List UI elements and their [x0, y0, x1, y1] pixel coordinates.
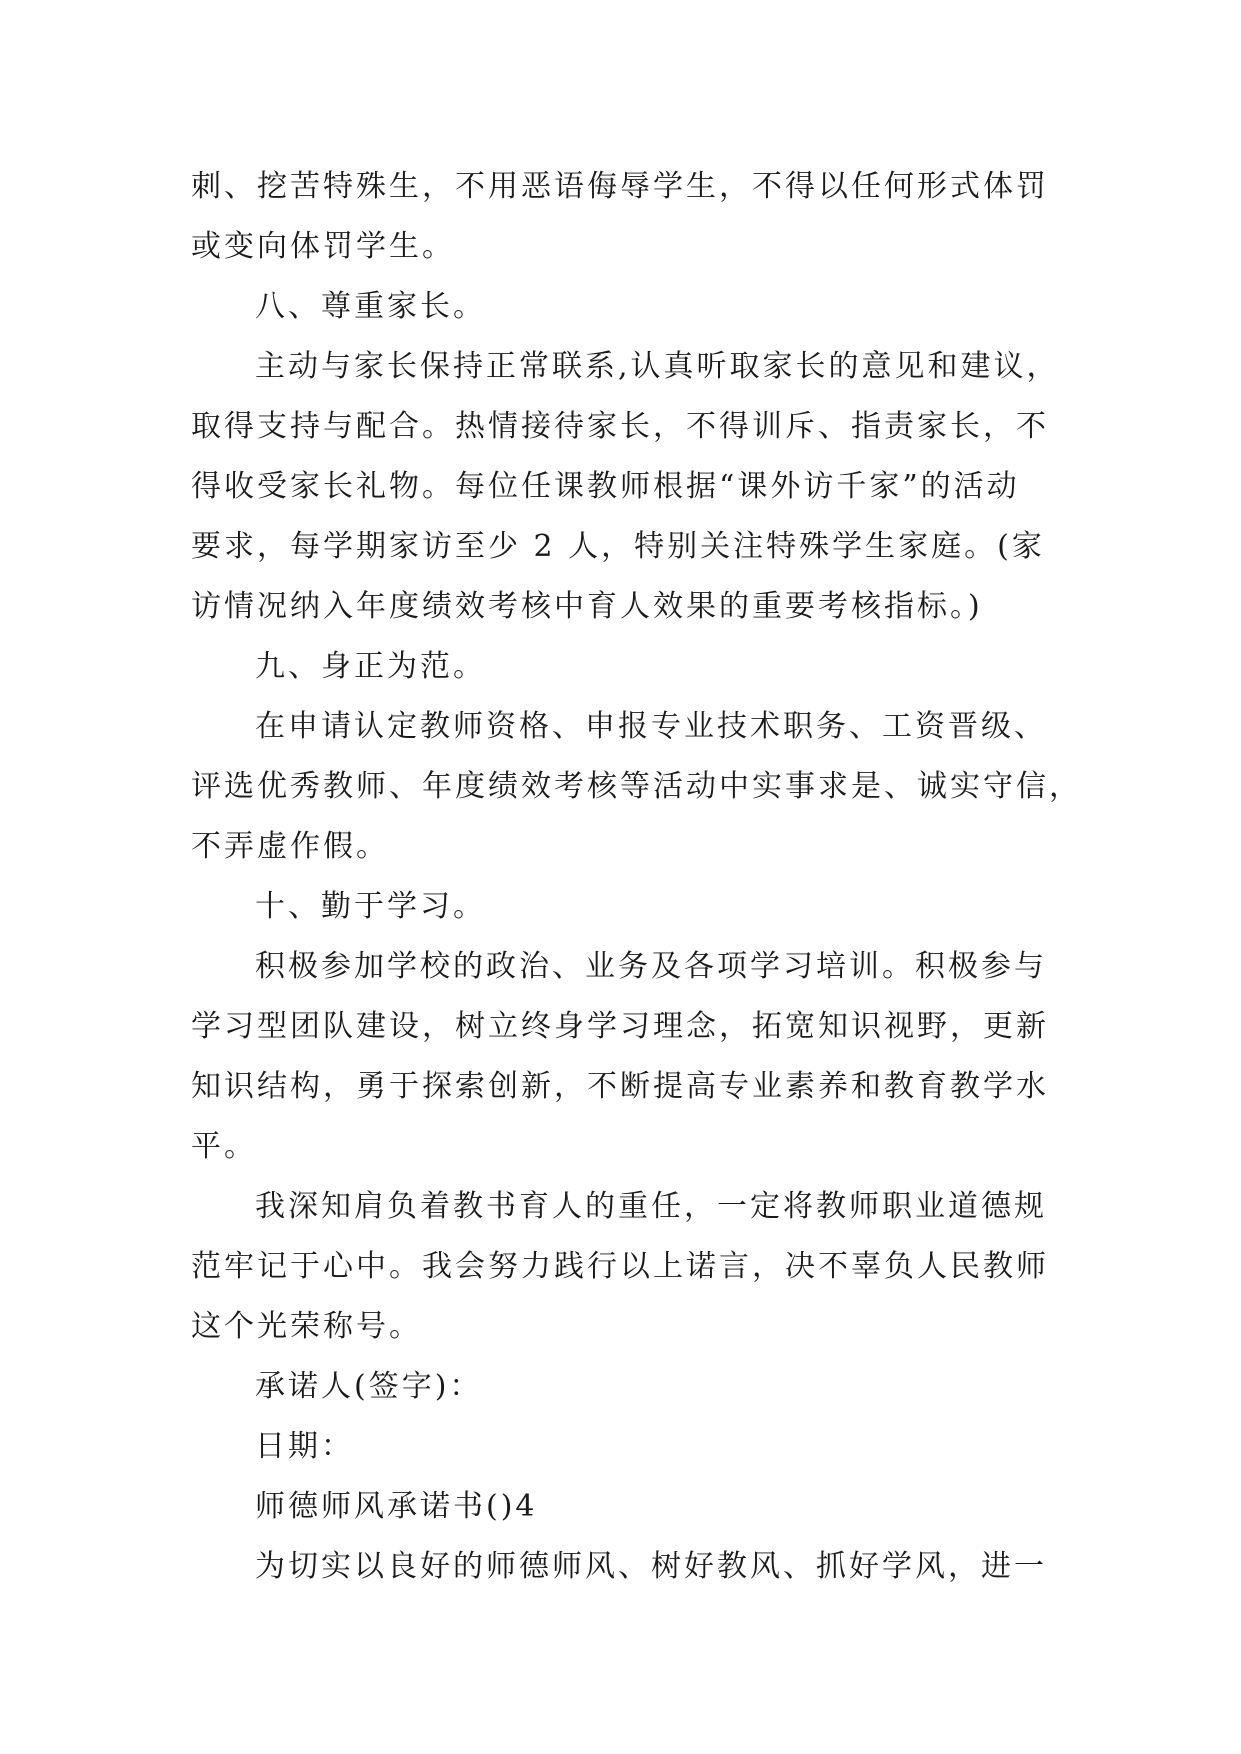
text-line: 或变向体罚学生。 [191, 229, 455, 264]
text-line: 刺、挖苦特殊生，不用恶语侮辱学生，不得以任何形式体罚 [191, 169, 1049, 204]
text-line: 评选优秀教师、年度绩效考核等活动中实事求是、诚实守信， [191, 769, 1082, 804]
text-line: 我深知肩负着教书育人的重任，一定将教师职业道德规 [255, 1189, 1047, 1224]
section-heading-10: 十、勤于学习。 [255, 889, 486, 924]
document-title: 师德师风承诺书()4 [255, 1489, 538, 1524]
text-line: 学习型团队建设，树立终身学习理念，拓宽知识视野，更新 [191, 1009, 1049, 1044]
document-body [191, 157, 1082, 1597]
text-line: 在申请认定教师资格、申报专业技术职务、工资晋级、 [255, 709, 1047, 744]
section-heading-8: 八、尊重家长。 [255, 289, 486, 324]
text-line: 要求，每学期家访至少 2 人，特别关注特殊学生家庭。(家 [191, 529, 1045, 564]
text-line: 范牢记于心中。我会努力践行以上诺言，决不辜负人民教师 [191, 1249, 1049, 1284]
text-line: 不弄虚作假。 [191, 829, 389, 864]
text-line: 知识结构，勇于探索创新，不断提高专业素养和教育教学水 [191, 1069, 1049, 1104]
text-line: 得收受家长礼物。每位任课教师根据“课外访千家”的活动 [191, 469, 1020, 504]
text-line: 取得支持与配合。热情接待家长，不得训斥、指责家长，不 [191, 409, 1049, 444]
text-line: 访情况纳入年度绩效考核中育人效果的重要考核指标。) [191, 589, 983, 624]
section-heading-9: 九、身正为范。 [255, 649, 486, 684]
text-line: 积极参加学校的政治、业务及各项学习培训。积极参与 [255, 949, 1047, 984]
signature-label: 承诺人(签字)： [255, 1369, 483, 1404]
text-line: 主动与家长保持正常联系,认真听取家长的意见和建议， [255, 349, 1060, 384]
text-line: 平。 [191, 1129, 257, 1164]
date-label: 日期： [255, 1429, 354, 1464]
text-line: 为切实以良好的师德师风、树好教风、抓好学风，进一 [255, 1549, 1047, 1584]
text-line: 这个光荣称号。 [191, 1309, 422, 1344]
